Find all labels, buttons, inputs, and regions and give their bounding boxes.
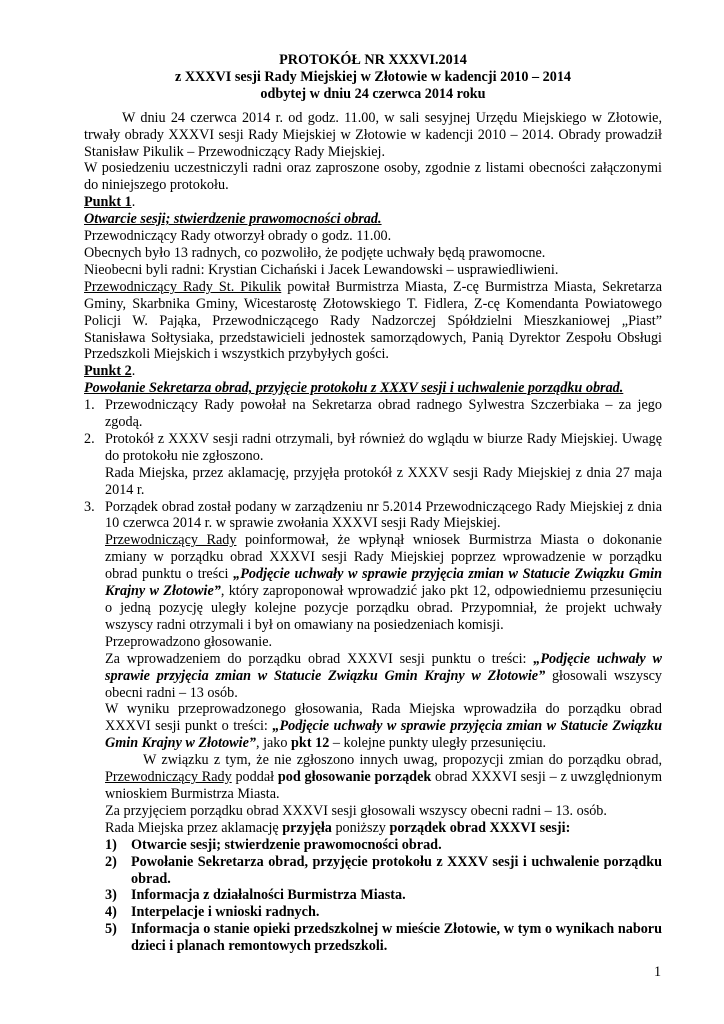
bold-text: pod głosowanie porządek bbox=[277, 769, 432, 786]
greeting-text: powitał Burmistrza Miasta, Z-cę Burmistrza Miasta, Sekretarza Gminy, Skarbnika Gminy, Wicestarostę Złotowskiego T. Fidlera, Z-cę Komendanta Powiatowego Policji W. Pająka, Przewodniczącego Rady Nadzorczej Spółdzielni Mieszkaniowej „Piast” Stanisława Sołtysiaka, przedstawicieli jednostek samorządowych, Panią Dyrektor Zespołu Obsługi Przedszkoli Miejskich i wszystkich przybyłych gości. bbox=[84, 278, 662, 363]
text-span: W związku z tym, że nie zgłoszono innych uwag, propozycji zmian do porządku obrad, bbox=[143, 752, 662, 769]
punkt-1-label: Punkt 1 bbox=[84, 194, 132, 211]
agenda-item-number: 1) bbox=[105, 836, 117, 853]
document-title-line-1: PROTOKÓŁ NR XXXVI.2014 bbox=[279, 52, 467, 68]
document-page bbox=[84, 52, 662, 955]
agenda-item-number: 3) bbox=[105, 887, 117, 904]
agenda-item-text: Otwarcie sesji; stwierdzenie prawomocności obrad. bbox=[131, 836, 442, 853]
agenda-change-paragraph bbox=[105, 532, 662, 633]
text-span: , który zaproponował wprowadzić jako pkt 12, odpowiedniemu przesunięciu o jedną pozycję uległy kolejne pozycje porządku obrad. Przypomniał, że projekt uchwały wszyscy radni otrzymali i był on omawiany na posiedzeniach komisji. bbox=[105, 583, 662, 633]
text-span: Rada Miejska przez aklamację bbox=[105, 819, 283, 836]
list-item-text: Przewodniczący Rady powołał na Sekretarza obrad radnego Sylwestra Szczerbiaka – za jego zgodą. bbox=[105, 397, 662, 431]
chairman-name: Przewodniczący Rady St. Pikulik bbox=[84, 278, 282, 295]
intro-paragraph: W dniu 24 czerwca 2014 r. od godz. 11.00, w sali sesyjnej Urzędu Miejskiego w Złotowie, trwały obrady XXXVI sesji Rady Miejskiej w Złotowie w kadencji 2010 – 2014. Obrady prowadził Stanisław Pikulik – Przewodniczący Rady Miejskiej. bbox=[84, 109, 662, 160]
punkt-2-list bbox=[84, 397, 662, 955]
resolution-title: „Podjęcie uchwały w sprawie przyjęcia zmian w Statucie Związku Gmin Krajny w Złotowie” bbox=[105, 566, 663, 600]
agenda-vote-paragraph bbox=[105, 752, 662, 803]
agenda-item-number: 4) bbox=[105, 904, 117, 921]
punkt-2-label: Punkt 2 bbox=[84, 363, 132, 380]
list-item-number: 2. bbox=[84, 430, 95, 447]
vote-paragraph: Przeprowadzono głosowanie. bbox=[105, 633, 273, 650]
punkt-1-line-3: Nieobecni byli radni: Krystian Cichański i Jacek Lewandowski – usprawiedliwieni. bbox=[84, 261, 559, 278]
document-title-line-2: z XXXVI sesji Rady Miejskiej w Złotowie w kadencji 2010 – 2014 bbox=[174, 68, 572, 85]
text-span: – kolejne punkty uległy przesunięciu. bbox=[329, 735, 546, 752]
page-number: 1 bbox=[654, 964, 662, 980]
agenda-item bbox=[105, 904, 662, 921]
text-span: poinformował, że wpłynął wniosek Burmistrza Miasta o dokonanie zmiany w porządku obrad XXXVI sesji Rady Miejskiej poprzez wprowadzenie w porządku obrad punktu o treści bbox=[105, 532, 662, 583]
punkt-1-subtitle: Otwarcie sesji; stwierdzenie prawomocności obrad. bbox=[84, 211, 382, 228]
text-span: głosowali wszyscy obecni radni – 13 osób. bbox=[105, 667, 662, 701]
punkt-2-dot: . bbox=[131, 363, 136, 380]
punkt-1-dot: . bbox=[131, 194, 136, 211]
vote-result-paragraph bbox=[105, 651, 662, 702]
agenda-item-text: Interpelacje i wnioski radnych. bbox=[131, 904, 320, 921]
list-item-number: 1. bbox=[84, 397, 95, 414]
agenda-vote-result: Za przyjęciem porządku obrad XXXVI sesji głosowali wszyscy obecni radni – 13. osób. bbox=[105, 802, 607, 819]
chairman-label: Przewodniczący Rady bbox=[105, 769, 232, 786]
text-span: Za wprowadzeniem do porządku obrad XXXVI sesji punktu o treści: bbox=[105, 650, 534, 667]
agenda-adopted-paragraph bbox=[105, 820, 662, 837]
resolution-title: „Podjęcie uchwały w sprawie przyjęcia zmian w Statucie Związku Gmin Krajny w Złotowie” bbox=[105, 650, 662, 684]
agenda-item bbox=[105, 853, 662, 888]
agenda-item-number: 2) bbox=[105, 853, 117, 870]
bold-text: porządek obrad XXXVI sesji: bbox=[389, 819, 571, 836]
agenda-item-text: Informacja z działalności Burmistrza Miasta. bbox=[131, 887, 406, 904]
text-span: obrad XXXVI sesji – z uwzględnionym wnioskiem Burmistrza Miasta. bbox=[105, 769, 662, 802]
punkt-2-heading bbox=[84, 363, 662, 380]
point-number: pkt 12 bbox=[291, 735, 330, 752]
list-item bbox=[84, 430, 662, 499]
list-item-text: Protokół z XXXV sesji radni otrzymali, był również do wglądu w biurze Rady Miejskiej. Uwagę do protokołu nie zgłoszono. bbox=[105, 430, 662, 464]
punkt-1-heading bbox=[84, 194, 662, 211]
agenda-item-number: 5) bbox=[105, 921, 117, 938]
vote-outcome-paragraph bbox=[105, 701, 662, 752]
list-item-text: Porządek obrad został podany w zarządzeniu nr 5.2014 Przewodniczącego Rady Miejskiej z dnia 10 czerwca 2014 r. w sprawie zwołania XXXVI sesji Rady Miejskiej. bbox=[105, 498, 662, 532]
text-span: W wyniku przeprowadzonego głosowania, Rada Miejska wprowadziła do porządku obrad XXXVI sesji punkt o treści: bbox=[105, 701, 662, 735]
agenda-item bbox=[105, 887, 662, 904]
list-item bbox=[84, 498, 663, 955]
punkt-2-subtitle: Powołanie Sekretarza obrad, przyjęcie protokołu z XXXV sesji i uchwalenie porządku obrad. bbox=[84, 380, 624, 397]
chairman-label: Przewodniczący Rady bbox=[105, 532, 237, 549]
punkt-1-greeting bbox=[84, 279, 662, 364]
punkt-1-line-1: Przewodniczący Rady otworzył obrady o godz. 11.00. bbox=[84, 228, 392, 245]
punkt-1-line-2: Obecnych było 13 radnych, co pozwoliło, że podjęte uchwały będą prawomocne. bbox=[84, 244, 546, 261]
text-span: , jako bbox=[255, 735, 292, 752]
agenda-list bbox=[105, 837, 662, 955]
list-item-number: 3. bbox=[84, 498, 95, 515]
agenda-item-text: Informacja o stanie opieki przedszkolnej w mieście Złotowie, w tym o wynikach naboru dzieci i planach remontowych przedszkoli. bbox=[131, 921, 662, 955]
resolution-title: „Podjęcie uchwały w sprawie przyjęcia zmian w Statucie Związku Gmin Krajny w Złotowie” bbox=[105, 718, 663, 752]
agenda-item-text: Powołanie Sekretarza obrad, przyjęcie protokołu z XXXV sesji i uchwalenie porządku obrad. bbox=[131, 853, 662, 887]
document-title-line-3: odbytej w dniu 24 czerwca 2014 roku bbox=[260, 85, 486, 102]
bold-text: przyjęła bbox=[282, 819, 332, 836]
agenda-item bbox=[105, 921, 662, 955]
text-span: poddał bbox=[231, 769, 278, 786]
text-span: poniższy bbox=[331, 819, 390, 836]
attendance-paragraph: W posiedzeniu uczestniczyli radni oraz zaproszone osoby, zgodnie z listami obecności załączonymi do niniejszego protokołu. bbox=[84, 160, 662, 194]
agenda-item bbox=[105, 836, 662, 854]
list-item bbox=[84, 397, 662, 431]
list-item-subtext: Rada Miejska, przez aklamację, przyjęła protokół z XXXV sesji Rady Miejskiej z dnia 27 maja 2014 r. bbox=[105, 464, 662, 498]
